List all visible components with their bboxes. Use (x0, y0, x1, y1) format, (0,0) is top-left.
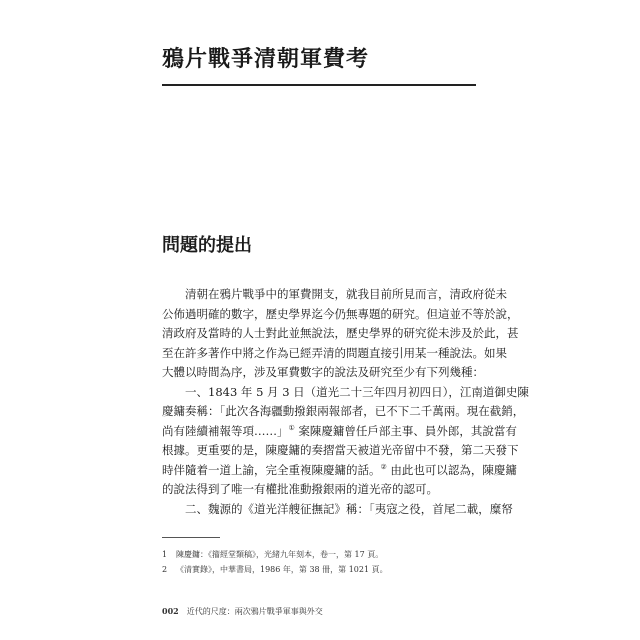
footnote (162, 547, 478, 562)
footnote-text: 《清實錄》，中華書局，1986 年，第 38 冊，第 1021 頁。 (176, 565, 388, 574)
page-number: 002 (162, 606, 179, 616)
body-line (162, 305, 519, 325)
body-line (162, 383, 529, 403)
page-footer (162, 605, 323, 618)
body-line-text: 公佈過明確的數字，歷史學界迄今仍無專題的研究。但這並不等於說， (162, 306, 519, 321)
body-line-text: 根據。更重要的是，陳慶鏞的奏摺當天被道光帝留中不發，第二天發下 (162, 443, 519, 457)
body-line (162, 344, 507, 364)
body-line (162, 422, 517, 442)
body-line-text: 慶鏞奏稱：「此次各海疆動撥銀兩報部者，已不下二千萬兩。現在截銷， (162, 404, 525, 418)
body-line-text: 時伴隨着一道上諭，完全重複陳慶鏞的話。 (162, 462, 381, 477)
footnote-number: 1 (162, 550, 168, 559)
body-line (162, 402, 525, 422)
body-line-text: 尚有陸續補報等項……」 (162, 423, 289, 438)
body-line (162, 461, 517, 481)
body-line-text: 至在許多著作中將之作為已經弄清的問題直接引用某一種說法。如果 (162, 345, 507, 360)
footnotes (162, 547, 478, 577)
running-title: 近代的尺度：兩次鴉片戰爭軍事與外交 (186, 607, 323, 616)
chapter-title-rule (162, 84, 476, 86)
section-heading: 問題的提出 (162, 235, 252, 256)
body-line-text-continued: 由此也可以認為，陳慶鏞 (386, 462, 517, 477)
footnote-marker[interactable]: ① (288, 423, 295, 432)
body-line (162, 441, 519, 461)
body-line (162, 363, 484, 383)
footnote-number: 2 (162, 565, 168, 574)
body-line (162, 500, 513, 520)
body-line-text: 大體以時間為序，涉及軍費數字的說法及研究至少有下列幾種： (162, 365, 484, 379)
footnote (162, 562, 478, 577)
body-line-text: 的說法得到了唯一有權批准動撥銀兩的道光帝的認可。 (162, 482, 438, 496)
body-line-text: 一、1843 年 5 月 3 日（道光二十三年四月初四日），江南道御史陳 (185, 384, 529, 399)
body-line (162, 324, 519, 344)
footnote-text: 陳慶鏞：《籀經堂類稿》，光緒九年刻本，卷一，第 17 頁。 (176, 550, 384, 559)
body-line-text-continued: 案陳慶鏞曾任戶部主事、員外郎，其說當有 (294, 423, 517, 438)
body-text (162, 285, 529, 519)
body-line (162, 480, 478, 500)
body-line-text: 清朝在鴉片戰爭中的軍費開支，就我目前所見而言，清政府從未 (185, 287, 507, 301)
footnote-marker[interactable]: ② (380, 462, 387, 471)
chapter-title: 鴉片戰爭清朝軍費考 (162, 46, 370, 72)
body-line-text: 二、魏源的《道光洋艘征撫記》稱：「夷寇之役，首尾二載，糜帑 (185, 501, 513, 516)
body-line-text: 清政府及當時的人士對此並無說法，歷史學界的研究從未涉及於此，甚 (162, 326, 519, 340)
footnote-divider (162, 537, 220, 538)
body-line (162, 285, 507, 305)
